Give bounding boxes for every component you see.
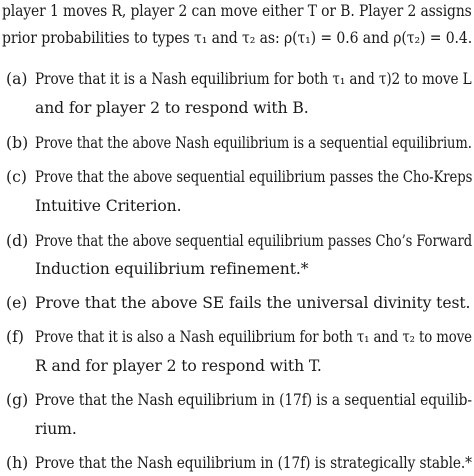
item-d-line-1: Prove that the above sequential equilibrium passes Cho’s Forward xyxy=(35,232,473,250)
item-a-line-2: and for player 2 to respond with B. xyxy=(35,99,309,117)
item-h-line-1: Prove that the Nash equilibrium in (17f) is strategically stable.* xyxy=(35,454,472,472)
item-d-line-2: Induction equilibrium refinement.* xyxy=(35,260,309,278)
intro-line-1: player 1 moves R, player 2 can move either T or B. Player 2 assigns xyxy=(2,2,472,20)
intro-line-2: prior probabilities to types τ₁ and τ₂ as: ρ(τ₁) = 0.6 and ρ(τ₂) = 0.4. xyxy=(2,29,473,47)
item-f-label: (f) xyxy=(6,328,24,346)
item-f-line-1: Prove that it is also a Nash equilibrium for both τ₁ and τ₂ to move xyxy=(35,328,472,346)
item-e-label: (e) xyxy=(6,294,28,312)
item-g-label: (g) xyxy=(6,391,29,409)
item-f-line-2: R and for player 2 to respond with T. xyxy=(35,357,322,375)
item-a-line-1: Prove that it is a Nash equilibrium for both τ₁ and τ)2 to move L xyxy=(35,70,472,88)
item-g-line-1: Prove that the Nash equilibrium in (17f) is a sequential equilib- xyxy=(35,391,472,409)
item-a-label: (a) xyxy=(6,70,28,88)
item-c-line-1: Prove that the above sequential equilibrium passes the Cho-Kreps xyxy=(35,168,473,186)
item-c-line-2: Intuitive Criterion. xyxy=(35,197,182,215)
item-e-line-1: Prove that the above SE fails the universal divinity test. xyxy=(35,294,471,312)
item-b-line-1: Prove that the above Nash equilibrium is a sequential equilibrium. xyxy=(35,134,472,152)
item-h-label: (h) xyxy=(6,454,29,472)
item-d-label: (d) xyxy=(6,232,29,250)
item-c-label: (c) xyxy=(6,168,27,186)
item-g-line-2: rium. xyxy=(35,420,77,438)
item-b-label: (b) xyxy=(6,134,29,152)
